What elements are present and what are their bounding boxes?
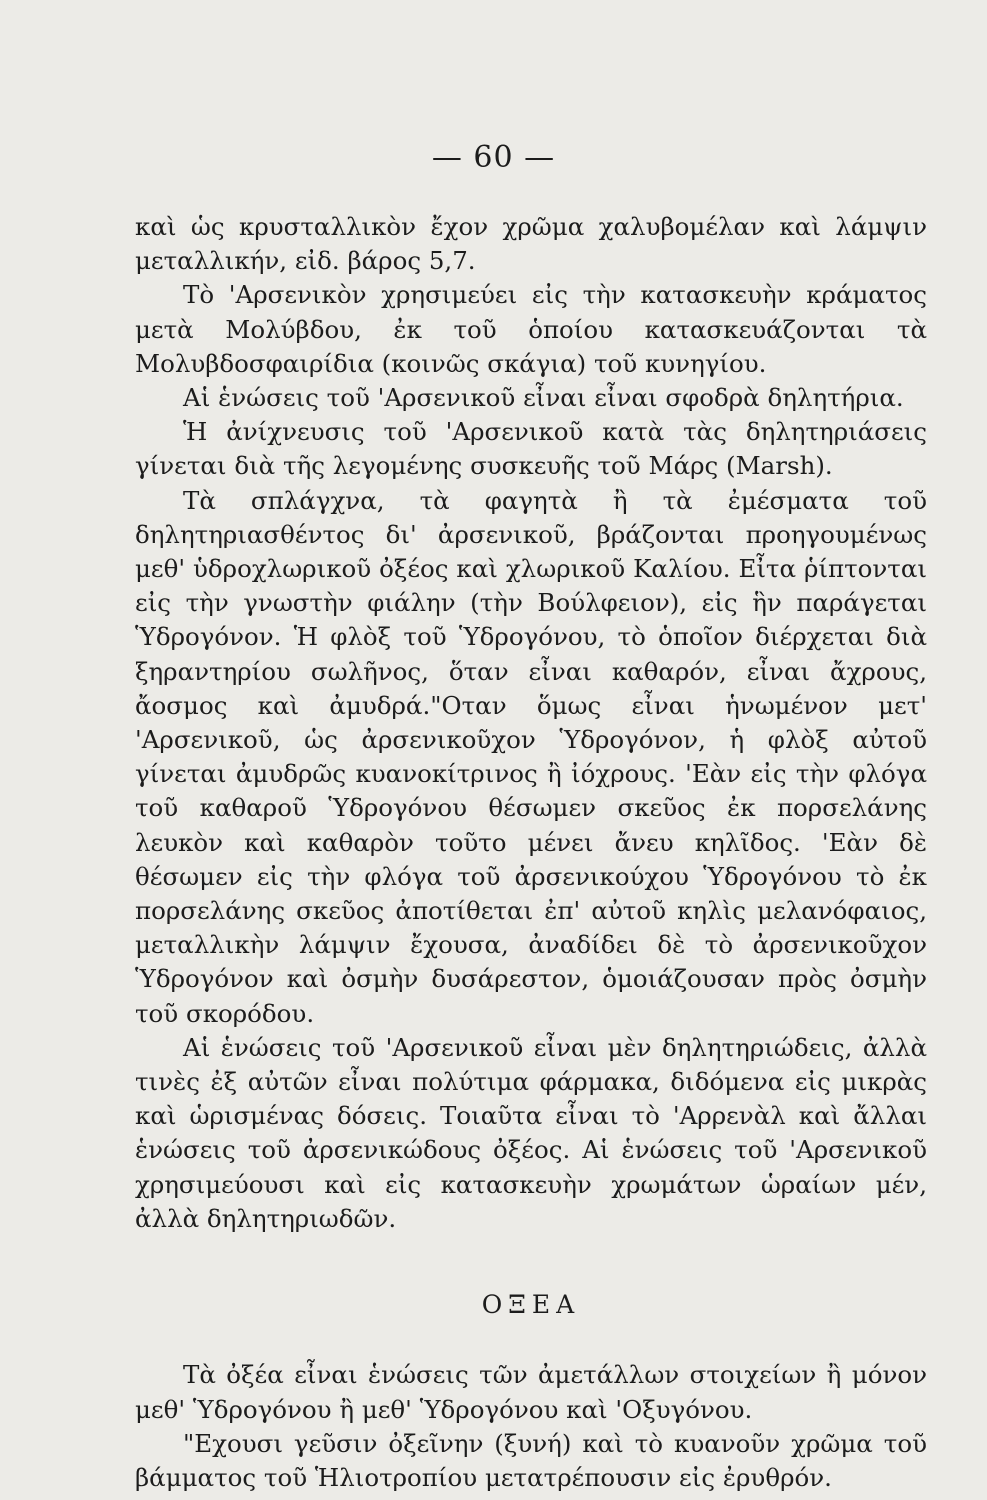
paragraph-4: Ἡ ἀνίχνευσις τοῦ 'Αρσενικοῦ κατὰ τὰς δηλητηριάσεις γίνεται διὰ τῆς λεγομένης συσκευῆς τοῦ Μάρς (Marsh). — [135, 417, 927, 481]
paragraph-1: καὶ ὡς κρυσταλλικὸν ἔχον χρῶμα χαλυβομέλαν καὶ λάμψιν μεταλλικήν, εἰδ. βάρος 5,7. — [135, 212, 927, 276]
paragraph-6: Αἱ ἑνώσεις τοῦ 'Αρσενικοῦ εἶναι μὲν δηλητηριώδεις, ἀλλὰ τινὲς ἐξ αὐτῶν εἶναι πολύτιμα φάρμακα, διδόμενα εἰς μικρὰς καὶ ὡρισμένας δόσεις. Τοιαῦτα εἶναι τὸ 'Αρρενὰλ καὶ ἄλλαι ἑνώσεις τοῦ ἀρσενικώδους ὀξέος. Αἱ ἑνώσεις τοῦ 'Αρσενικοῦ χρησιμεύουσι καὶ εἰς κατασκευὴν χρωμάτων ὡραίων μέν, ἀλλὰ δηλητηριωδῶν. — [135, 1032, 927, 1233]
paragraph-3: Αἱ ἑνώσεις τοῦ 'Αρσενικοῦ εἶναι εἶναι σφοδρὰ δηλητήρια. — [183, 383, 904, 413]
paragraph-8: "Εχουσι γεῦσιν ὀξεῖνην (ξυνή) καὶ τὸ κυανοῦν χρῶμα τοῦ βάμματος τοῦ Ἡλιοτροπίου μετατρέπουσιν εἰς ἐρυθρόν. — [135, 1428, 927, 1492]
section-heading: ΟΞΕΑ — [481, 1290, 581, 1320]
paragraph-7: Τὰ ὀξέα εἶναι ἑνώσεις τῶν ἀμετάλλων στοιχείων ἢ μόνον μεθ' Ὑδρογόνου ἢ μεθ' Ὑδρογόνου καὶ 'Οξυγόνου. — [135, 1360, 927, 1424]
paragraph-5: Τὰ σπλάγχνα, τὰ φαγητὰ ἢ τὰ ἐμέσματα τοῦ δηλητηριασθέντος δι' ἀρσενικοῦ, βράζονται προηγουμένως μεθ' ὑδροχλωρικοῦ ὀξέος καὶ χλωρικοῦ Καλίου. Εἶτα ῥίπτονται εἰς τὴν γνωστὴν φιάλην (τὴν Βούλφειον), εἰς ἣν παράγεται Ὑδρογόνον. Ἡ φλὸξ τοῦ Ὑδρογόνου, τὸ ὁποῖον διέρχεται διὰ ξηραντηρίου σωλῆνος, ὅταν εἶναι καθαρόν, εἶναι ἄχρους, ἄοσμος καὶ ἀμυδρά."Οταν ὅμως εἶναι ἡνωμένον μετ' 'Αρσενικοῦ, ὡς ἀρσενικοῦχον Ὑδρογόνον, ἡ φλὸξ αὐτοῦ γίνεται ἀμυδρῶς κυανοκίτρινος ἢ ἰόχρους. 'Εὰν εἰς τὴν φλόγα τοῦ καθαροῦ Ὑδρογόνου θέσωμεν σκεῦος ἐκ πορσελάνης λευκὸν καὶ καθαρὸν τοῦτο μένει ἄνευ κηλῖδος. 'Εὰν δὲ θέσωμεν εἰς τὴν φλόγα τοῦ ἀρσενικούχου Ὑδρογόνου τὸ ἐκ πορσελάνης σκεῦος ἀποτίθεται ἐπ' αὐτοῦ κηλὶς μελανόφαιος, μεταλλικὴν λάμψιν ἔχουσα, ἀναδίδει δὲ τὸ ἀρσενικοῦχον Ὑδρογόνον καὶ ὀσμὴν δυσάρεστον, ὁμοιάζουσαν πρὸς ὀσμὴν τοῦ σκορόδου. — [135, 485, 927, 1028]
body-text — [135, 210, 927, 1495]
paragraph-2: Τὸ 'Αρσενικὸν χρησιμεύει εἰς τὴν κατασκευὴν κράματος μετὰ Μολύβδου, ἐκ τοῦ ὁποίου κατασκευάζονται τὰ Μολυβδοσφαιρίδια (κοινῶς σκάγια) τοῦ κυνηγίου. — [135, 280, 927, 378]
page-number: — 60 — — [431, 140, 556, 175]
